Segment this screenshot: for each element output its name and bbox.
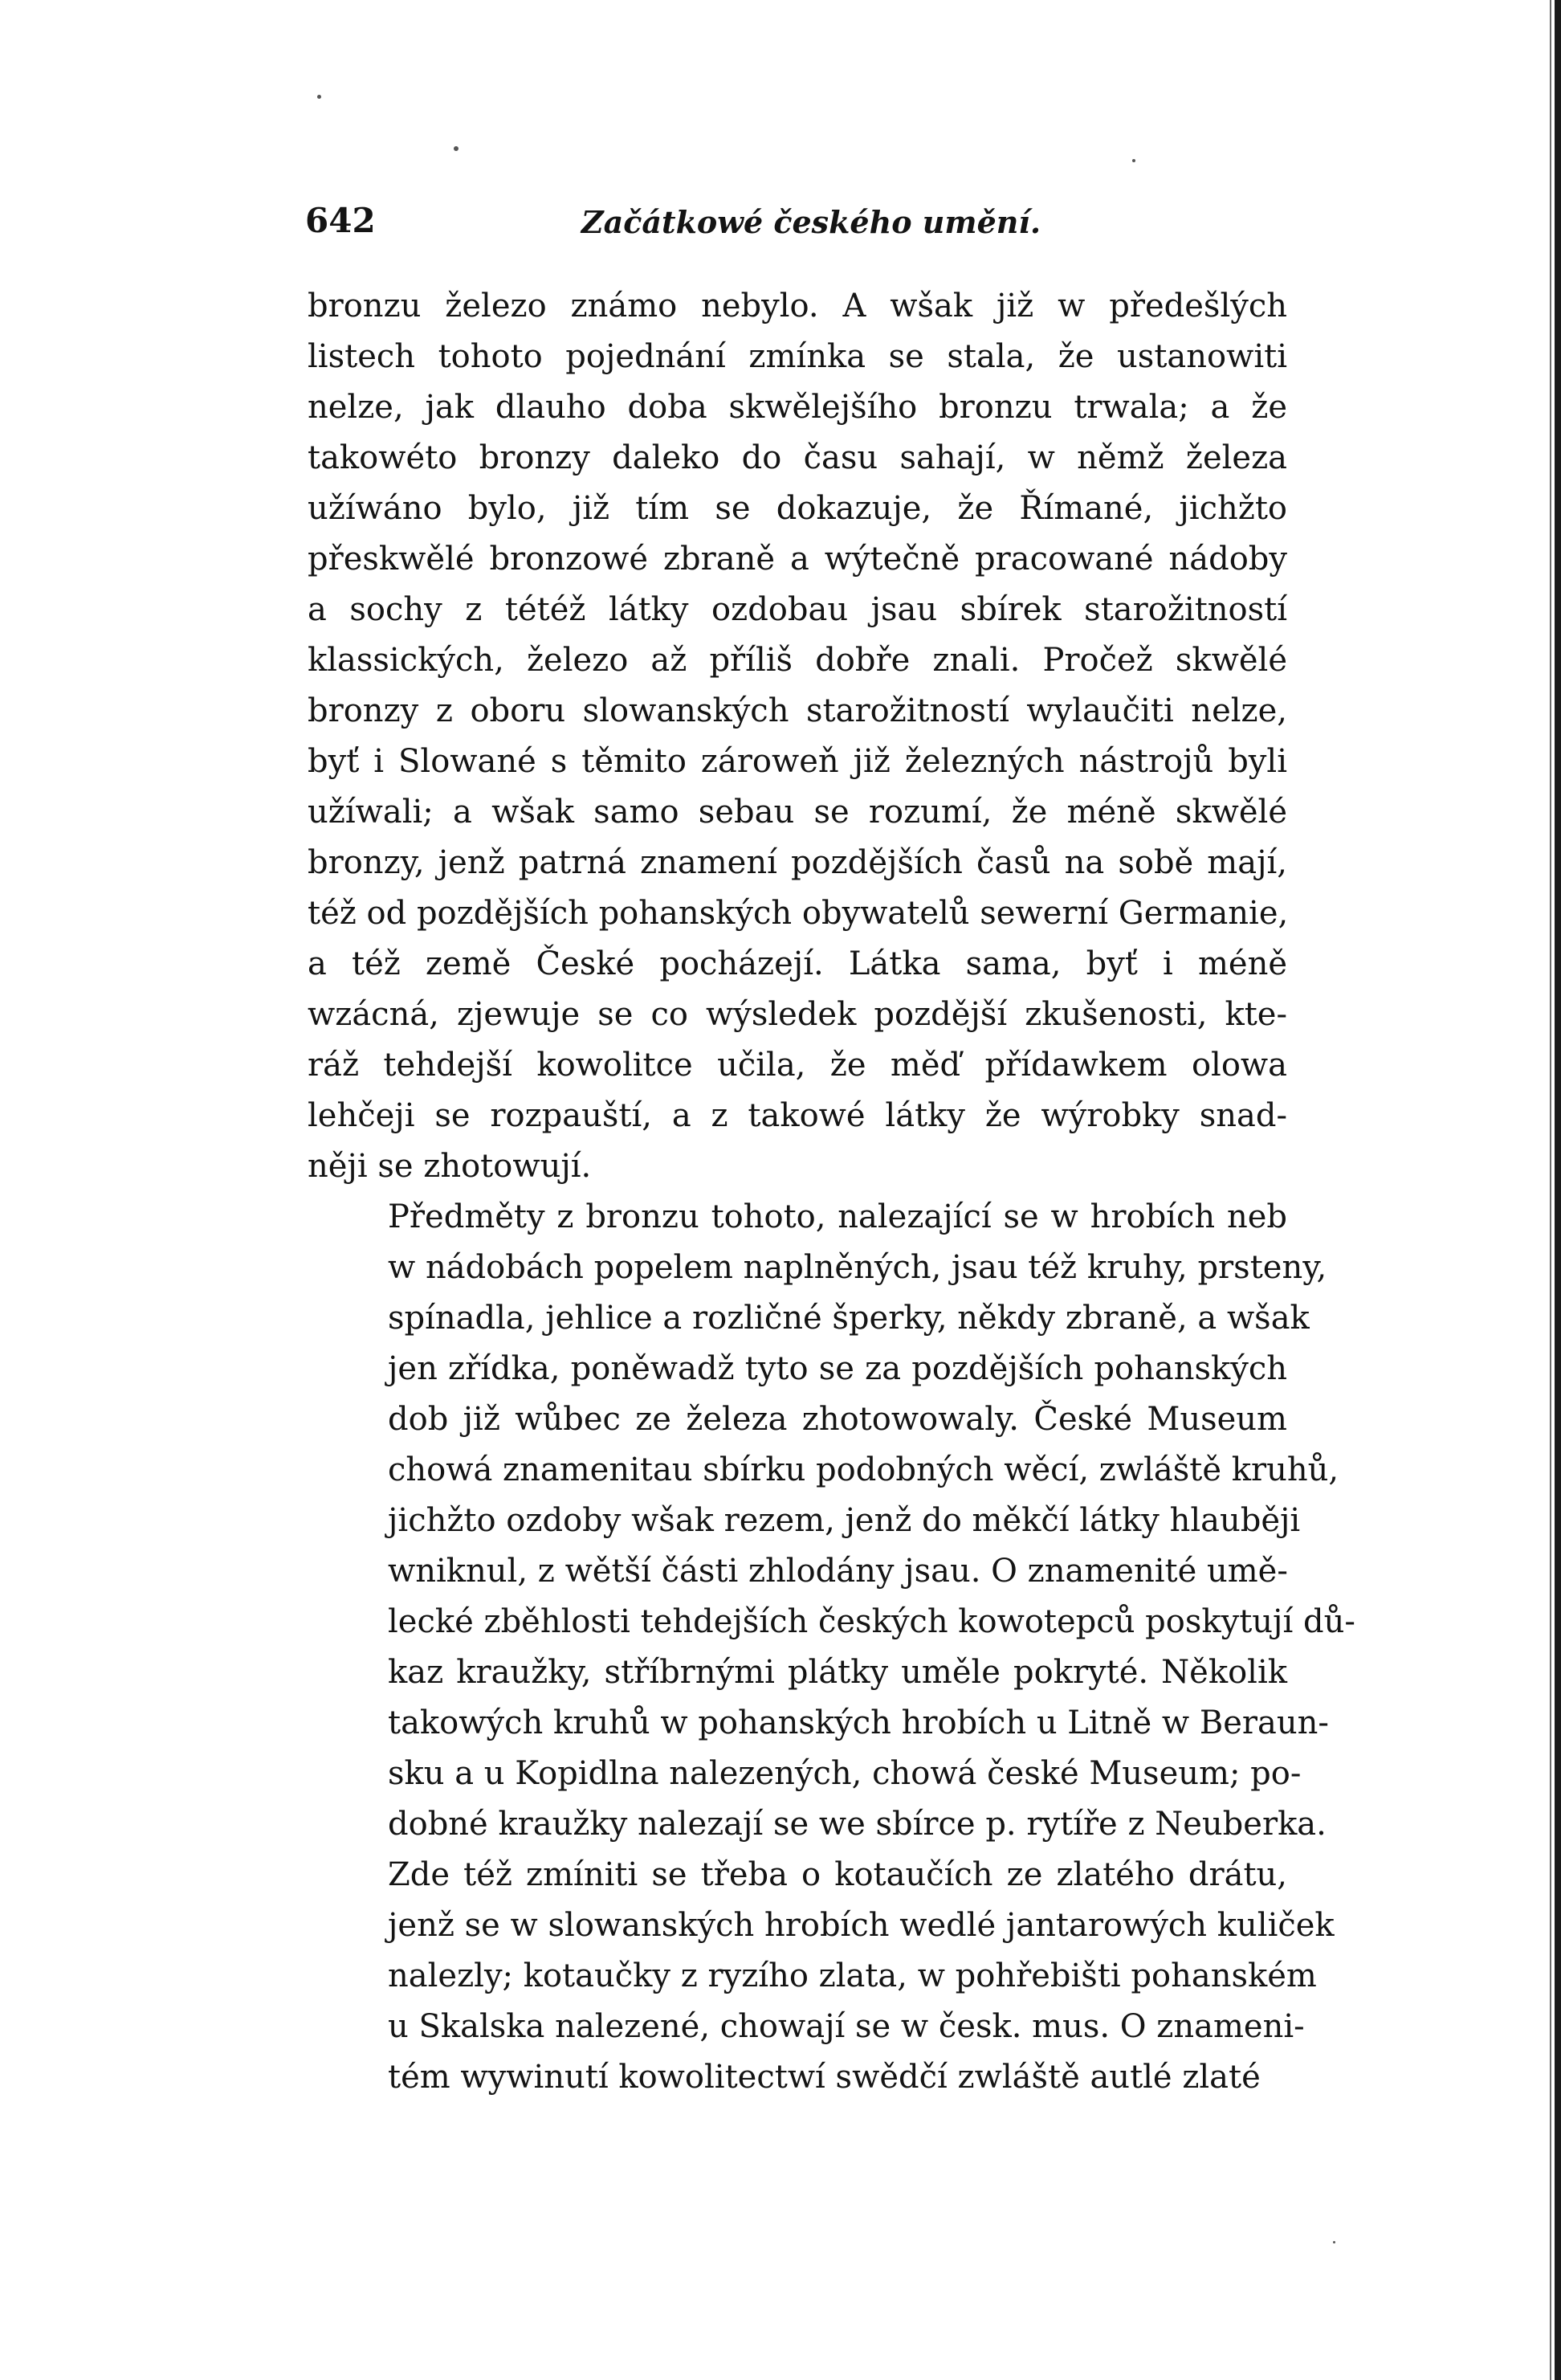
text-line: jichžto ozdoby wšak rezem, jenž do měkčí látky hlauběji [388,1502,1301,1539]
text-line: užíwáno bylo, již tím se dokazuje, že Římané, jichžto [308,490,1287,527]
text-line: byť i Slowané s těmito zároweň již železných nástrojů byli [308,743,1287,780]
text-line: jen zřídka, poněwadž tyto se za pozdějších pohanských [388,1350,1287,1387]
scan-edge-line [1550,0,1551,2380]
text-line: takowých kruhů w pohanských hrobích u Litně w Beraun- [388,1704,1329,1741]
scan-speck [1333,2241,1335,2243]
text-line: též od pozdějších pohanských obywatelů sewerní Germanie, [308,895,1289,932]
text-line: Předměty z bronzu tohoto, nalezající se w hrobích neb [388,1198,1287,1235]
paragraph [308,1850,1335,2103]
text-line: nelze, jak dlauho doba skwělejšího bronzu trwala; a že [308,389,1287,426]
text-line: bronzy, jenž patrná znamení pozdějších časů na sobě mají, [308,844,1287,881]
running-title: Začátkowé českého umění. [581,204,1041,240]
text-line: dobné kraužky nalezají se we sbírce p. rytíře z Neuberka. [388,1806,1327,1843]
text-line: kaz kraužky, stříbrnými plátky uměle pokryté. Několik [388,1654,1287,1691]
text-line: něji se zhotowují. [308,1148,592,1185]
body-text [308,281,1355,2103]
text-line: ráž tehdejší kowolitce učila, že měď přídawkem olowa [308,1047,1287,1084]
text-line: a sochy z tétéž látky ozdobau jsau sbírek starožitností [308,591,1287,628]
text-line: chowá znamenitau sbírku podobných wěcí, zwláště kruhů, [388,1451,1339,1488]
text-line: takowéto bronzy daleko do času sahají, w němž železa [308,439,1287,476]
scan-speck [454,146,459,151]
text-line: spínadla, jehlice a rozličné šperky, někdy zbraně, a wšak [388,1300,1310,1337]
text-line: nalezly; kotaučky z ryzího zlata, w pohřebišti pohanském [388,1957,1317,1994]
text-line: lehčeji se rozpauští, a z takowé látky že wýrobky snad- [308,1097,1287,1134]
text-line: a též země České pocházejí. Látka sama, byť i méně [308,945,1287,982]
text-line: lecké zběhlosti tehdejších českých kowotepců poskytují dů- [388,1603,1355,1640]
text-line: w nádobách popelem naplněných, jsau též kruhy, prsteny, [388,1249,1327,1286]
scan-speck [1132,159,1135,162]
text-line: listech tohoto pojednání zmínka se stala, že ustanowiti [308,338,1287,375]
paragraph [308,1192,1355,1850]
text-line: tém wywinutí kowolitectwí swědčí zwláště autlé zlaté [388,2059,1261,2096]
text-line: wniknul, z wětší části zhlodány jsau. O znamenité umě- [388,1553,1288,1590]
text-line: klassických, železo až příliš dobře znali. Pročež skwělé [308,642,1287,679]
text-line: sku a u Kopidlna nalezených, chowá české Museum; po- [388,1755,1302,1792]
text-line: dob již wůbec ze železa zhotowowaly. České Museum [388,1401,1287,1438]
text-line: bronzy z oboru slowanských starožitností wylaučiti nelze, [308,692,1287,729]
text-line: bronzu železo známo nebylo. A wšak již w předešlých [308,288,1287,325]
text-line: Zde též zmíniti se třeba o kotaučích ze zlatého drátu, [388,1856,1287,1893]
text-line: užíwali; a wšak samo sebau se rozumí, že méně skwělé [308,794,1287,831]
text-line: jenž se w slowanských hrobích wedlé jantarowých kuliček [388,1907,1335,1944]
paragraph [308,281,1287,1192]
text-line: přeskwělé bronzowé zbraně a wýtečně pracowané nádoby [308,541,1287,578]
scan-edge [1555,0,1561,2380]
text-line: wzácná, zjewuje se co wýsledek pozdější zkušenosti, kte- [308,996,1287,1033]
page-header [305,201,1301,249]
text-line: u Skalska nalezené, chowají se w česk. mus. O znameni- [388,2008,1305,2045]
page-number: 642 [305,201,376,240]
scan-speck [317,95,321,99]
